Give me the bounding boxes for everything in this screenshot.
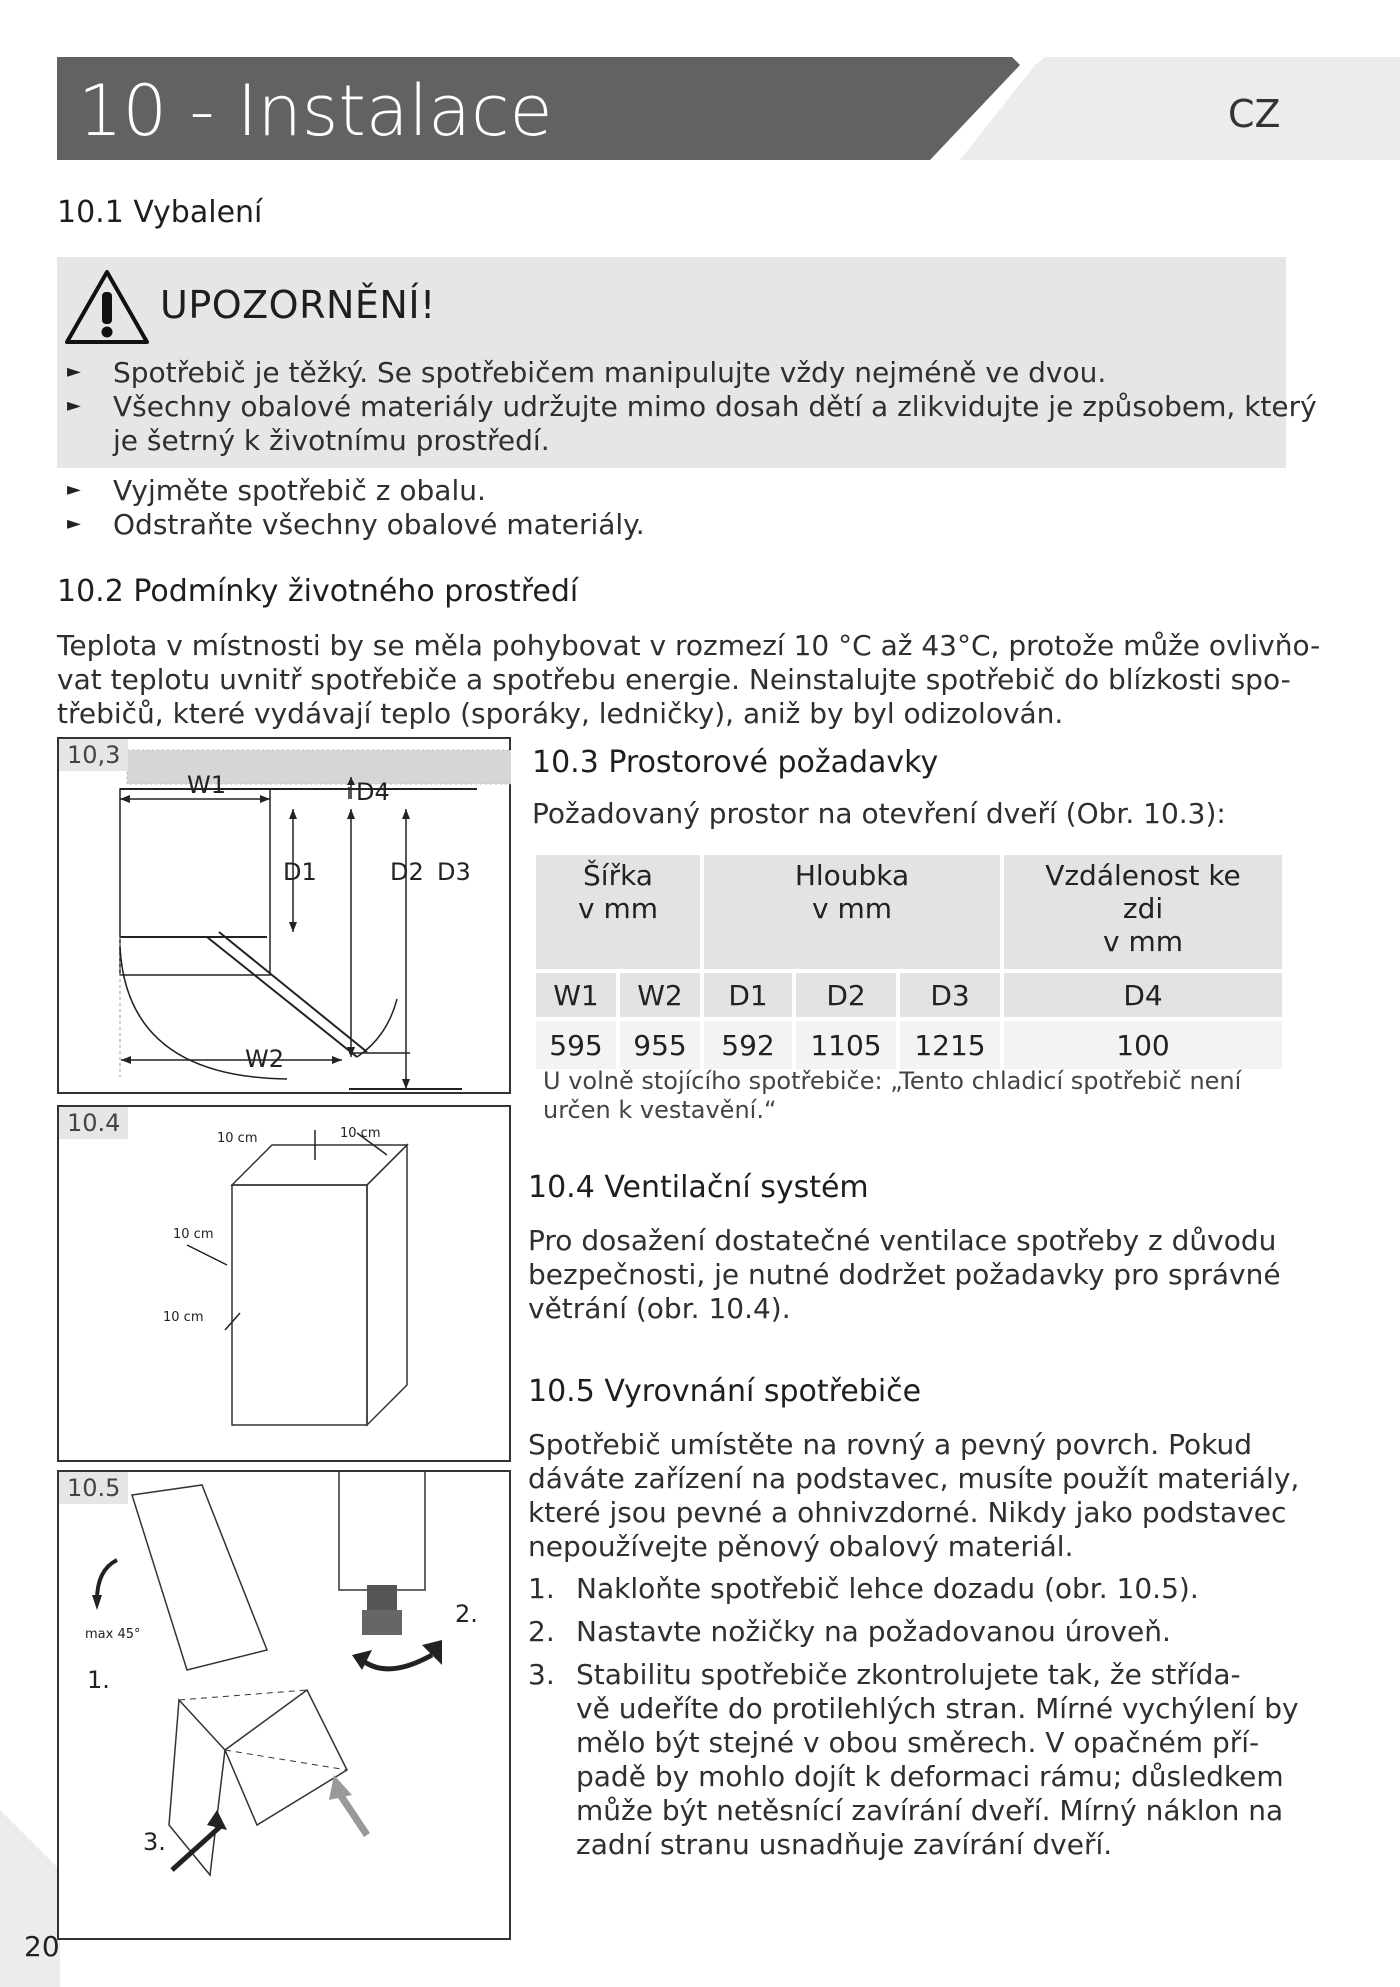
step-label-3: 3. <box>143 1828 166 1856</box>
warning-title: UPOZORNĚNÍ! <box>160 283 436 327</box>
warning-item: Všechny obalové materiály udržujte mimo dosah dětí a zlikvidujte je způsobem, který <box>113 390 1317 423</box>
figure-label-10-3: 10,3 <box>59 739 128 771</box>
header-distance <box>1004 855 1282 969</box>
step-text: Nastavte nožičky na požadovanou úroveň. <box>576 1615 1171 1648</box>
section-heading-10-4: 10.4 Ventilační systém <box>528 1170 869 1205</box>
env-text-line: třebičů, které vydávají teplo (sporáky, ledničky), aniž by byl odizolován. <box>57 697 1064 730</box>
value-cell: 1215 <box>900 1021 1000 1069</box>
leveling-text-line: dáváte zařízení na podstavec, musíte použít materiály, <box>528 1462 1300 1495</box>
col-label: D1 <box>704 973 792 1017</box>
clearance-label-back: 10 cm <box>340 1126 381 1141</box>
header-width-unit: v mm <box>577 892 659 925</box>
header-distance-label-2: zdi <box>1122 892 1164 925</box>
header-depth-unit: v mm <box>811 892 893 925</box>
figure-10-3-diagram <box>57 737 511 1094</box>
warning-icon <box>64 268 150 346</box>
step-text: Stabilitu spotřebiče zkontrolujete tak, že střída- <box>576 1658 1241 1691</box>
clearance-label-side: 10 cm <box>173 1227 214 1242</box>
col-label: D2 <box>796 973 896 1017</box>
step-label-1: 1. <box>87 1666 110 1694</box>
dim-label-d3: D3 <box>437 858 471 886</box>
value-cell: 100 <box>1004 1021 1282 1069</box>
bullet-arrow-icon: ► <box>67 513 81 534</box>
freestanding-note-line: určen k vestavění.“ <box>543 1096 777 1124</box>
col-label: W2 <box>620 973 700 1017</box>
header-distance-unit: v mm <box>1102 925 1184 958</box>
value-cell: 592 <box>704 1021 792 1069</box>
freestanding-note <box>543 1067 1241 1125</box>
dim-label-w1: W1 <box>187 771 226 799</box>
bullet-arrow-icon: ► <box>67 361 81 382</box>
section-heading-10-3: 10.3 Prostorové požadavky <box>532 745 939 780</box>
step-text: Nakloňte spotřebič lehce dozadu (obr. 10.5). <box>576 1572 1199 1605</box>
step-number: 1. <box>528 1572 555 1605</box>
page-number: 20 <box>24 1930 60 1963</box>
page-title: 10 - Instalace <box>78 70 553 152</box>
header-width <box>536 855 700 969</box>
step-label-2: 2. <box>455 1600 478 1628</box>
leveling-text-line: Spotřebič umístěte na rovný a pevný povrch. Pokud <box>528 1428 1252 1461</box>
env-text-line: Teplota v místnosti by se měla pohybovat v rozmezí 10 °C až 43°C, protože může ovlivňo- <box>57 629 1321 662</box>
step-text: vě udeříte do protilehlých stran. Mírné vychýlení by <box>576 1692 1299 1725</box>
step-text: zadní stranu usnadňuje zavírání dveří. <box>576 1828 1113 1861</box>
header-depth <box>704 855 1000 969</box>
col-label: D4 <box>1004 973 1282 1017</box>
clearance-label-top: 10 cm <box>217 1131 258 1146</box>
space-requirements-table <box>532 851 1286 1073</box>
bullet-arrow-icon: ► <box>67 479 81 500</box>
dim-label-d4: D4 <box>356 778 390 806</box>
step-number: 3. <box>528 1658 555 1691</box>
step-number: 2. <box>528 1615 555 1648</box>
bullet-arrow-icon: ► <box>67 395 81 416</box>
header-depth-label: Hloubka <box>794 859 910 892</box>
ventilation-text-line: Pro dosažení dostatečné ventilace spotřeby z důvodu <box>528 1224 1277 1257</box>
section-heading-10-1: 10.1 Vybalení <box>57 195 263 230</box>
figure-10-5-diagram <box>57 1470 511 1940</box>
leveling-text-line: nepoužívejte pěnový obalový materiál. <box>528 1530 1074 1563</box>
figure-label-10-5: 10.5 <box>59 1472 128 1504</box>
value-cell: 1105 <box>796 1021 896 1069</box>
col-label: D3 <box>900 973 1000 1017</box>
leveling-text-line: které jsou pevné a ohnivzdorné. Nikdy jako podstavec <box>528 1496 1287 1529</box>
section-heading-10-2: 10.2 Podmínky životného prostředí <box>57 574 579 609</box>
section-heading-10-5: 10.5 Vyrovnání spotřebiče <box>528 1374 922 1409</box>
ventilation-text-line: větrání (obr. 10.4). <box>528 1292 791 1325</box>
space-intro: Požadovaný prostor na otevření dveří (Obr. 10.3): <box>532 797 1226 830</box>
freestanding-note-line: U volně stojícího spotřebiče: „Tento chladicí spotřebič není <box>543 1067 1242 1095</box>
clearance-label-front: 10 cm <box>163 1310 204 1325</box>
step-text: padě by mohlo dojít k deformaci rámu; důsledkem <box>576 1760 1284 1793</box>
figure-label-10-4: 10.4 <box>59 1107 128 1139</box>
figure-10-4-diagram <box>57 1105 511 1462</box>
step-text: může být netěsnící zavírání dveří. Mírný náklon na <box>576 1794 1284 1827</box>
dim-label-d1: D1 <box>283 858 317 886</box>
step-text: mělo být stejné v obou směrech. V opačném pří- <box>576 1726 1260 1759</box>
ventilation-text-line: bezpečnosti, je nutné dodržet požadavky pro správné <box>528 1258 1281 1291</box>
env-text-line: vat teplotu uvnitř spotřebiče a spotřebu energie. Neinstalujte spotřebič do blízkosti spo- <box>57 663 1291 696</box>
value-cell: 595 <box>536 1021 616 1069</box>
col-label: W1 <box>536 973 616 1017</box>
tilt-limit-label: max 45° <box>85 1627 141 1642</box>
dim-label-w2: W2 <box>245 1045 284 1073</box>
header-width-label: Šířka <box>583 859 653 892</box>
dim-label-d2: D2 <box>390 858 424 886</box>
warning-item-continued: je šetrný k životnímu prostředí. <box>113 424 550 457</box>
unpack-item: Vyjměte spotřebič z obalu. <box>113 474 486 507</box>
language-code: CZ <box>1228 92 1281 136</box>
value-cell: 955 <box>620 1021 700 1069</box>
warning-item: Spotřebič je těžký. Se spotřebičem manipulujte vždy nejméně ve dvou. <box>113 356 1107 389</box>
header-distance-label: Vzdálenost ke <box>1045 859 1241 892</box>
unpack-item: Odstraňte všechny obalové materiály. <box>113 508 645 541</box>
